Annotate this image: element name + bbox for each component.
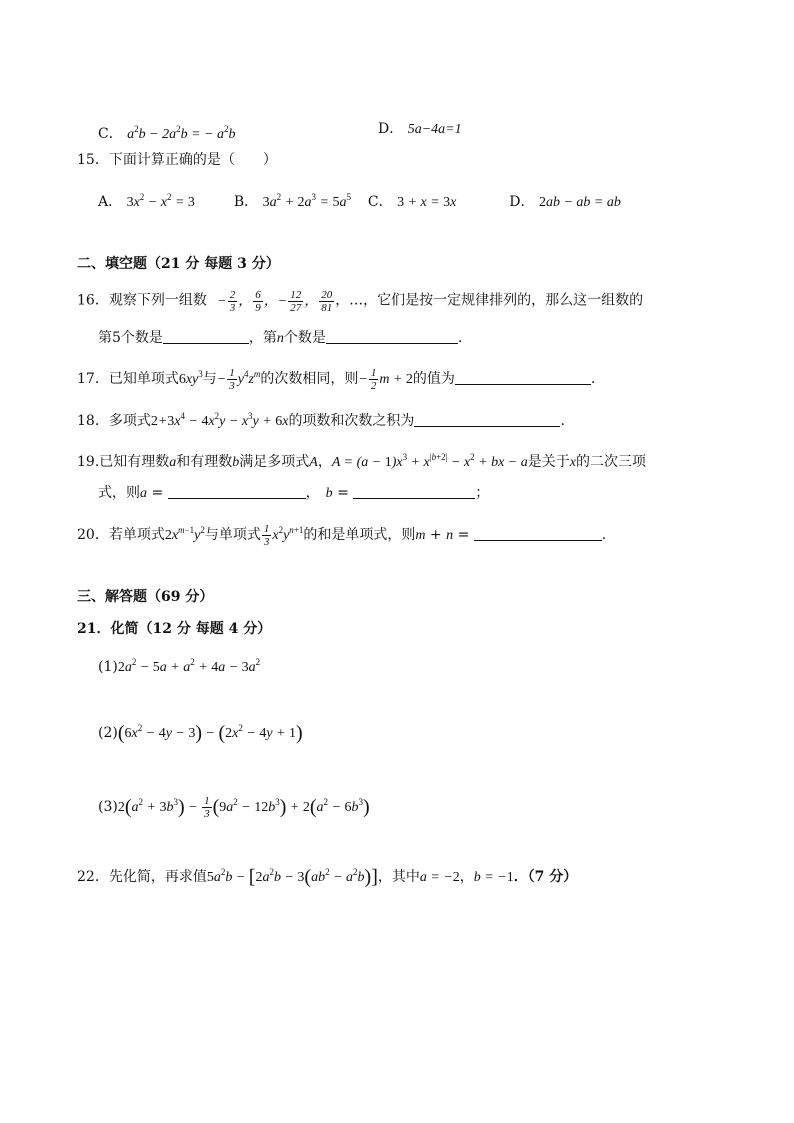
q19-polynomial: $A = (a - 1)x^3 + x^{|b+2|} - x^2$ + bx − a [331,452,528,470]
q20-monomial-2: $\frac{1}{3}$ $x^2y^{n+1}$ [263,523,304,549]
q17-monomial-1: $6xy^3$ [178,369,203,387]
q22-expression: $5a^2b - [2a^2b - 3(ab^2 - a^2b)]$ [206,866,378,888]
q14-option-d: D． 5a−4a=1 [378,121,462,137]
q22-value-a: a = −2 [419,870,460,885]
q20-blank[interactable] [474,526,602,541]
q19-line2: 式，则a = ， b = ； [98,485,490,501]
q16-sequence: − $\frac{2}{3}$ ， $\frac{6}{9}$ ，− $\frac{12}{27}$ ， $\frac{20}{81}$ [217,289,333,314]
q14-option-c-math: $a^2b - 2a^2b$ = − $a^2b$ [127,124,236,142]
q19-line1: 19.已知有理数a和有理数b满足多项式A，$A = (a - 1)x^3 + x^{|b+2|} - x^2$ + bx − a是关于x的二次三项 [77,452,646,470]
q15-option-b-math: $3a^2 + 2a^3 = 5a^5$ [262,192,351,210]
q19-blank-a[interactable] [168,484,306,499]
q15-stem: 15．下面计算正确的是（ ） [77,152,277,168]
q16-line1: 16．观察下列一组数 − $\frac{2}{3}$ ， $\frac{6}{9}$ ，− $\frac{12}{27}$ ， $\frac{20}{81}$ ，…，它们是按一定规律排列的，那么这一组数的 [77,289,644,314]
q21-part-2: $(2)(6x^2 - 4y - 3) - (2x^2 - 4y + 1)$ [98,722,303,744]
q20: 20．若单项式$2x^{m-1}y^2$与单项式 $\frac{1}{3}$ $x^2y^{n+1}$的和是单项式，则m + n = . [77,523,607,549]
q16-blank-1[interactable] [163,329,249,344]
q18: 18．多项式$2+3x^4 - 4x^2y - x^3y + 6x$的项数和次数之积为 . [77,411,565,429]
q17-monomial-2: − $\frac{1}{3}$ $y^4z^m$ [216,367,261,393]
q22: 22．先化简，再求值$5a^2b - [2a^2b - 3(ab^2 - a^2b)]$，其中a = −2，b = −1．（7 分） [77,866,578,888]
q14-option-c: C． $a^2b - 2a^2b$ = − $a^2b$ [98,124,236,142]
section-2-title: 二、填空题（21 分 每题 3 分） [77,256,280,272]
q17: 17．已知单项式$6xy^3$与− $\frac{1}{3}$ $y^4z^m$的次数相同，则− $\frac{1}{2}$ m + 2的值为 . [77,367,596,393]
q21-part-3: $(3)2(a^2 + 3b^3)$ − $\frac{1}{3}$ $(9a^2 - 12b^3) + 2(a^2 - 6b^3)$ [98,795,370,821]
q16-line2: 第5个数是 ，第n个数是 . [98,330,463,346]
q21-part-2-math: $(6x^2 - 4y - 3) - (2x^2 - 4y + 1)$ [117,722,303,744]
q20-monomial-1: $2x^{m-1}y^2$ [164,525,205,543]
section-3-title: 三、解答题（69 分） [77,589,214,605]
q15-option-a-math: $3x^2 - x^2 = 3$ [126,192,195,210]
q21-part-1-math: $2a^2 - 5a + a^2 + 4a - 3a^2$ [117,657,261,675]
q18-blank[interactable] [414,412,560,427]
q22-value-b: b = −1 [473,870,514,885]
q21-title: 21．化简（12 分 每题 4 分） [77,621,272,637]
q17-blank[interactable] [455,370,591,385]
q21-part-3-math: $2(a^2 + 3b^3)$ − $\frac{1}{3}$ $(9a^2 - 12b^3) + 2(a^2 - 6b^3)$ [117,795,370,821]
q15-options: A． $3x^2 - x^2 = 3$ B． $3a^2 + 2a^3 = 5a^5$ C． 3 + x = 3x D． 2ab − ab = ab [98,192,621,210]
q15-option-d-math: 2ab − ab = ab [538,195,621,210]
q21-part-1: $(1)2a^2 - 5a + a^2 + 4a - 3a^2$ [98,657,261,675]
q18-polynomial: $2+3x^4 - 4x^2y - x^3y + 6x$ [150,411,289,429]
q17-expression: − $\frac{1}{2}$ m + 2 [358,367,413,393]
q16-blank-2[interactable] [326,329,458,344]
q15-option-c-math: 3 + x = 3x [397,195,457,210]
q19-blank-b[interactable] [353,484,475,499]
